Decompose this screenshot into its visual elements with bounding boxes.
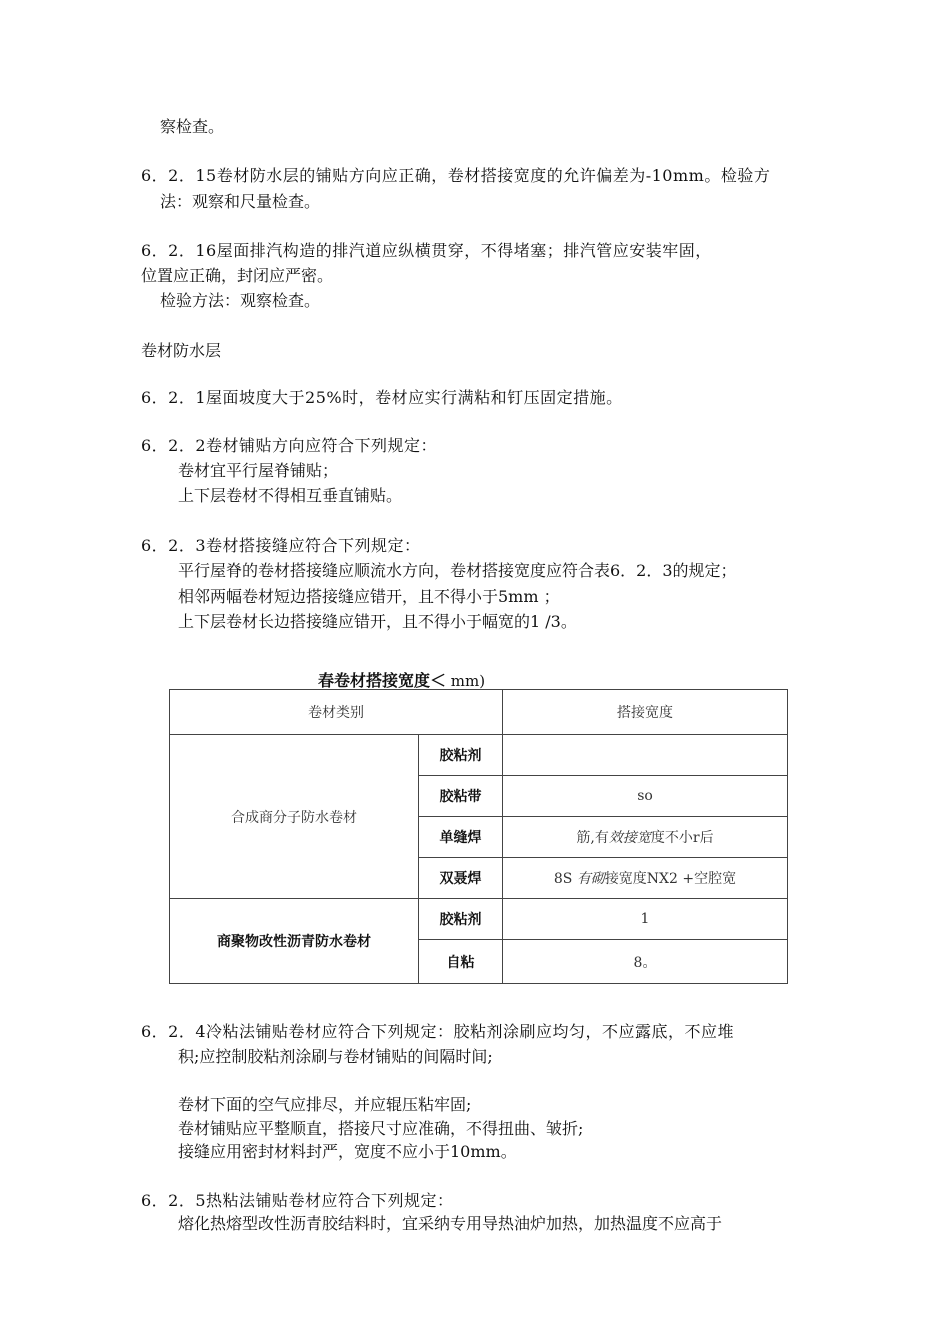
header-category: 卷材类别 [170, 690, 503, 735]
section-heading: 卷材防水层 [141, 341, 222, 360]
value-part: 效接宽 [608, 830, 651, 846]
value-cell: 1 [503, 899, 788, 940]
clause-6-2-5: 6．2．5热粘法铺贴卷材应符合下列规定： [141, 1191, 454, 1210]
value-part: 度不小r后 [650, 830, 714, 846]
value-cell [503, 817, 788, 858]
value-cell [503, 858, 788, 899]
text-line: 法：观察和尺量检查。 [160, 192, 321, 211]
list-item: 相邻两幅卷材短边搭接缝应错开，且不得小于5mm ； [178, 587, 560, 606]
list-item: 上下层卷材不得相互垂直铺贴。 [178, 486, 403, 505]
group-modified-bitumen: 商聚物改性沥青防水卷材 [170, 899, 419, 984]
list-item: 熔化热熔型改性沥青胶结料时，宜采纳专用导热油炉加热，加热温度不应高于 [178, 1214, 723, 1233]
header-width: 搭接宽度 [503, 690, 788, 735]
clause-6-2-4: 6．2．4冷粘法铺贴卷材应符合下列规定：胶粘剂涂刷应均匀，不应露底，不应堆 [141, 1022, 735, 1041]
text-line: 察检查。 [160, 117, 225, 136]
list-item: 卷材铺贴应平整顺直，搭接尺寸应准确，不得扭曲、皱折; [178, 1119, 584, 1138]
clause-6-2-2: 6．2．2卷材铺贴方向应符合下列规定： [141, 436, 438, 455]
list-item: 上下层卷材长边搭接缝应错开，且不得小于幅宽的1 /3。 [178, 612, 577, 631]
text-line: 积;应控制胶粘剂涂刷与卷材铺贴的间隔时间; [178, 1047, 493, 1066]
table-row [170, 735, 788, 776]
value-part: 有砌 [576, 871, 605, 887]
clause-6-2-15: 6．2．15卷材防水层的铺贴方向应正确，卷材搭接宽度的允许偏差为-10mm。检验方 [141, 166, 771, 185]
text-line: 位置应正确，封闭应严密。 [141, 266, 334, 285]
value-cell: 8。 [503, 940, 788, 984]
table-title [318, 668, 485, 691]
table-title-unit: mm) [446, 672, 486, 690]
list-item: 平行屋脊的卷材搭接缝应顺流水方向，卷材搭接宽度应符合表6．2．3的规定； [178, 561, 737, 580]
value-part: 筋,有 [576, 830, 609, 846]
method-cell: 单缝焊 [419, 817, 503, 858]
value-part: 接宽度NX2 +空腔宽 [604, 871, 737, 887]
list-item: 卷材下面的空气应排尽，并应辊压粘牢固; [178, 1095, 472, 1114]
group-synthetic-polymer: 合成商分子防水卷材 [170, 735, 419, 899]
lap-width-table [169, 689, 788, 984]
method-cell: 胶粘剂 [419, 899, 503, 940]
clause-6-2-16: 6．2．16屋面排汽构造的排汽道应纵横贯穿，不得堵塞；排汽管应安装牢固， [141, 241, 712, 260]
text-line: 检验方法：观察检查。 [160, 291, 321, 310]
value-cell [503, 735, 788, 776]
list-item: 卷材宜平行屋脊铺贴； [178, 461, 339, 480]
method-cell: 胶粘带 [419, 776, 503, 817]
table-row [170, 899, 788, 940]
list-item: 接缝应用密封材料封严，宽度不应小于10mm。 [178, 1142, 517, 1161]
table-title-text: 春卷材搭接宽度＜ [318, 671, 447, 690]
method-cell: 双聂焊 [419, 858, 503, 899]
value-cell: so [503, 776, 788, 817]
table-header-row [170, 690, 788, 735]
clause-6-2-3: 6．2．3卷材搭接缝应符合下列规定： [141, 536, 421, 555]
method-cell: 胶粘剂 [419, 735, 503, 776]
value-part: 8S [553, 871, 577, 887]
method-cell: 自粘 [419, 940, 503, 984]
clause-6-2-1: 6．2．1屋面坡度大于25%时，卷材应实行满粘和钉压固定措施。 [141, 388, 623, 407]
